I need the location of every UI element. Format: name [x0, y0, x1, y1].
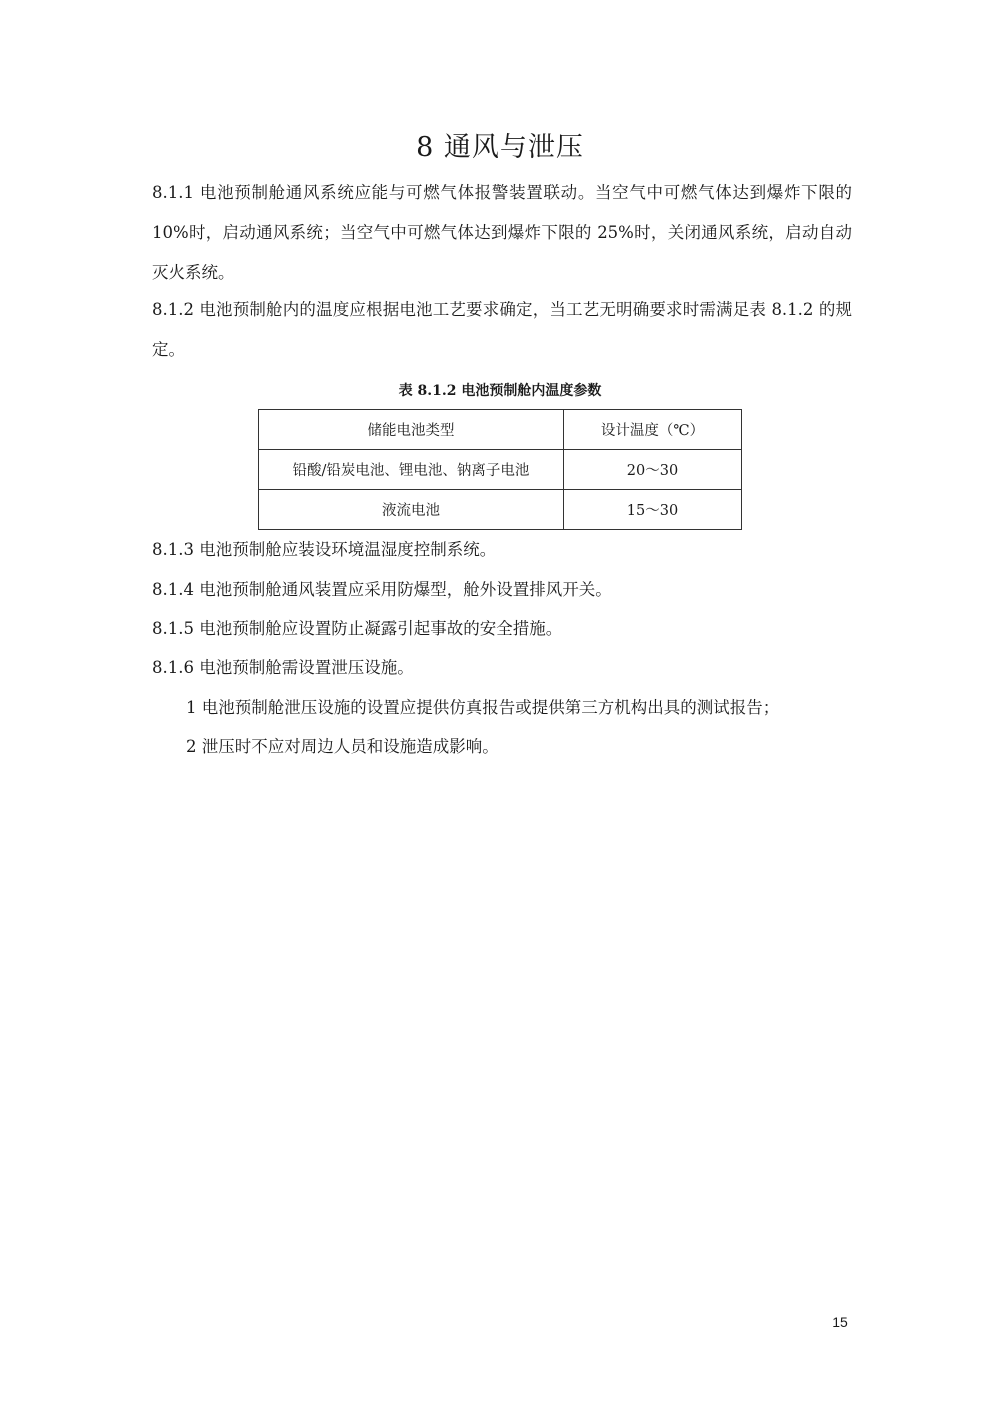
table-cell: 15～30 — [563, 490, 741, 530]
table-header-cell: 设计温度（℃） — [563, 410, 741, 450]
table-row — [259, 450, 742, 490]
table-cell: 20～30 — [563, 450, 741, 490]
clause-8-1-4: 8.1.4 电池预制舱通风装置应采用防爆型，舱外设置排风开关。 — [152, 580, 612, 599]
page-number: 15 — [832, 1314, 848, 1330]
clause-8-1-2: 8.1.2 电池预制舱内的温度应根据电池工艺要求确定，当工艺无明确要求时需满足表 8.1.2 的规定。 — [152, 300, 852, 359]
temperature-table — [258, 409, 742, 530]
clause-8-1-1: 8.1.1 电池预制舱通风系统应能与可燃气体报警装置联动。当空气中可燃气体达到爆炸下限的 10%时，启动通风系统；当空气中可燃气体达到爆炸下限的 25%时，关闭通风系统，启动自动灭火系统。 — [152, 183, 852, 282]
clause-8-1-5: 8.1.5 电池预制舱应设置防止凝露引起事故的安全措施。 — [152, 619, 563, 638]
table-caption: 表 8.1.2 电池预制舱内温度参数 — [398, 383, 602, 399]
table-cell: 铅酸/铅炭电池、锂电池、钠离子电池 — [259, 450, 564, 490]
table-header-cell: 储能电池类型 — [259, 410, 564, 450]
table-cell: 液流电池 — [259, 490, 564, 530]
sub-item-1: 1 电池预制舱泄压设施的设置应提供仿真报告或提供第三方机构出具的测试报告； — [186, 698, 780, 717]
chapter-title: 8 通风与泄压 — [416, 132, 584, 163]
table-row — [259, 490, 742, 530]
clause-8-1-6: 8.1.6 电池预制舱需设置泄压设施。 — [152, 658, 414, 677]
sub-item-2: 2 泄压时不应对周边人员和设施造成影响。 — [186, 737, 499, 756]
clause-8-1-3: 8.1.3 电池预制舱应装设环境温湿度控制系统。 — [152, 540, 497, 559]
table-header-row — [259, 410, 742, 450]
